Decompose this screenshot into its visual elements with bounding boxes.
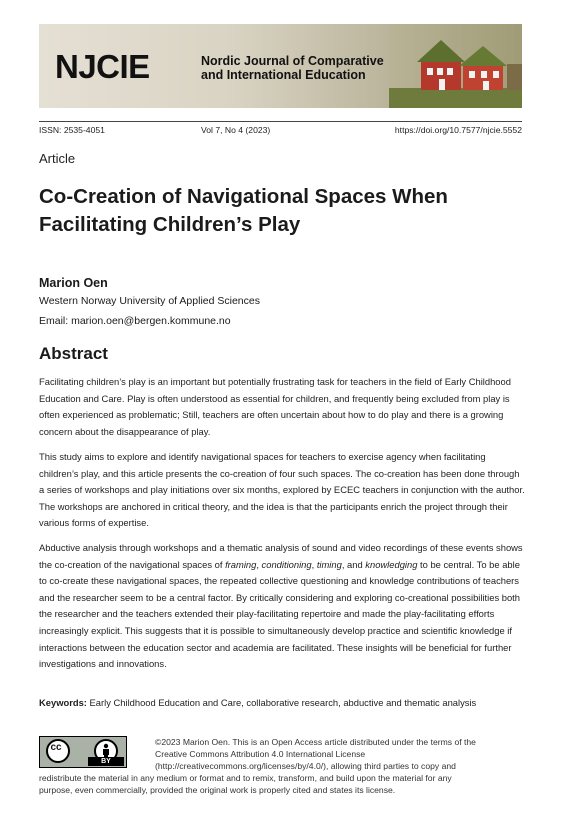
article-title: Co-Creation of Navigational Spaces When Facilitating Children’s Play [39, 185, 448, 236]
cc-icon-label: cc [50, 742, 62, 753]
license-line-1: ©2023 Marion Oen. This is an Open Access article distributed under the terms of the [155, 737, 476, 747]
license-line-4: redistribute the material in any medium or format and to remix, transform, and build upon the material for any [39, 773, 452, 783]
abstract-paragraph-1: Facilitating children’s play is an important but potentially frustrating task for teachers in the field of Early Childhood Education and Care. Play is often understood as essential for children, and frequently being excluded from play is often experienced as problematic; Still, teachers are often uncertain about how to do play and there is a growing concern about the disappearance of play. [39, 376, 511, 437]
journal-logo: NJCIE [55, 48, 150, 85]
term-knowledging: knowledging [365, 558, 418, 570]
abstract-paragraph-2: This study aims to explore and identify navigational spaces for teachers to exercise agency when facilitating children’s play, and this article presents the co-creation of four such spaces. The co-creation has been done through a series of workshops and play initiations over six months, explored by ECEC teachers in conjunction with the author. The workshops are anchored in critical theory, and the idea is that the participants enrich the project through their various forms of expertise. [39, 451, 525, 529]
license-line-5: purpose, even commercially, provided the original work is properly cited and states its license. [39, 785, 396, 795]
keywords-text: Early Childhood Education and Care, collaborative research, abductive and thematic analysis [86, 697, 477, 708]
header-rule [39, 121, 522, 122]
volume-info: Vol 7, No 4 (2023) [201, 125, 271, 135]
journal-name-line1: Nordic Journal of Comparative [201, 54, 384, 68]
doi-link[interactable]: https://doi.org/10.7577/njcie.5552 [394, 125, 522, 135]
p3-text-a: Abductive analysis through workshops and a thematic analysis of sound and video recordings of these events shows the co-creation of the navigational spaces of [39, 542, 523, 570]
p3-sep-1: , [256, 558, 262, 570]
term-conditioning: conditioning [261, 558, 312, 570]
author-affiliation: Western Norway University of Applied Sciences [39, 295, 260, 307]
author-name: Marion Oen [39, 276, 108, 290]
keywords [39, 697, 525, 708]
abstract-paragraph-3 [39, 540, 525, 673]
author-email[interactable]: Email: marion.oen@bergen.kommune.no [39, 315, 231, 327]
article-type: Article [39, 151, 76, 166]
p3-text-b: to be central. To be able to co-create these navigational spaces, the repeated collective questioning and knowledge contributions of teachers and the researcher seem to be a central factor. By critically considering and exploring co-creational possibilities both the researcher and the teachers extended their play-facilitating repertoire and made the play-facilitating efforts increasingly explicit. This suggests that it is possible to simultaneously develop practice and scientific knowledge if interactions between the education sector and academia are facilitated. These insights will be beneficial for further investigations and innovations. [39, 558, 520, 670]
term-timing: timing [316, 558, 342, 570]
keywords-label: Keywords: [39, 697, 87, 708]
p3-sep-2: , [311, 558, 317, 570]
journal-name [201, 54, 384, 82]
abstract-heading: Abstract [39, 344, 108, 363]
license-line-2[interactable]: Creative Commons Attribution 4.0 International License [155, 749, 366, 759]
houses-illustration [389, 24, 522, 108]
journal-banner [39, 24, 522, 108]
license-notice [39, 736, 525, 796]
issn: ISSN: 2535-4051 [39, 125, 105, 135]
term-framing: framing [225, 558, 257, 570]
cc-by-label: BY [88, 757, 124, 766]
p3-sep-3: , and [341, 558, 366, 570]
journal-name-line2: and International Education [201, 68, 366, 82]
license-line-3[interactable]: (http://creativecommons.org/licenses/by/4.0/), allowing third parties to copy and [155, 761, 456, 771]
